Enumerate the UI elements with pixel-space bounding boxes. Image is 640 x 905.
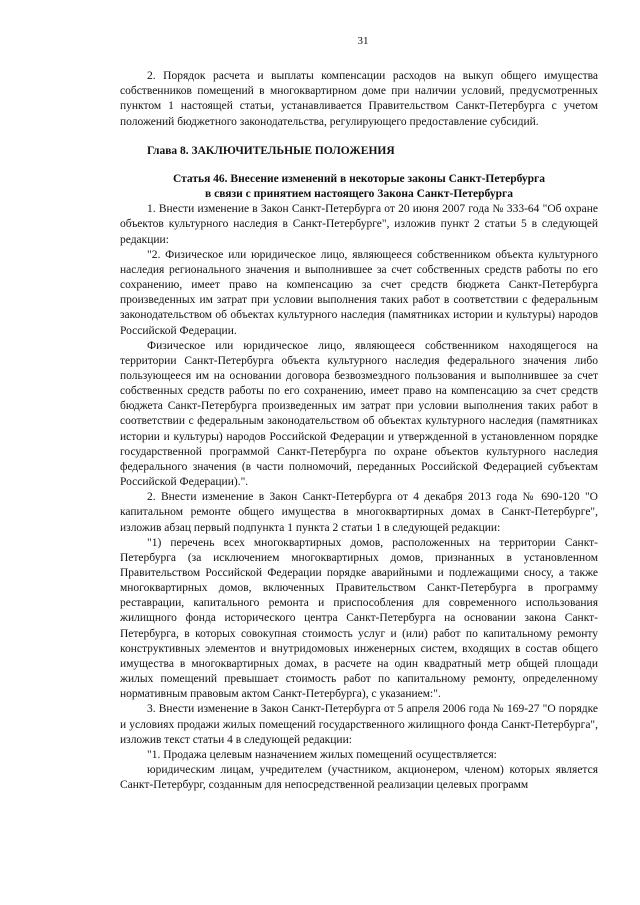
paragraph-quoted-clause-2: "2. Физическое или юридическое лицо, являющееся собственником объекта культурного наследия регионального значения и выполнившее за счет собственных средств работы по его сохранению, имеет право на компенсацию за счет средств бюджета Санкт-Петербурга произведенных им затрат при условии выполнения таких работ в соответствии с федеральным законодательством об объектах культурного наследия (памятниках истории и культуры) народов Российской Федерации. — [120, 248, 598, 337]
paragraph-amendment-3: 3. Внести изменение в Закон Санкт-Петербурга от 5 апреля 2006 года № 169-27 "О порядке и условиях продажи жилых помещений государственного жилищного фонда Санкт-Петербурга", изложив текст статьи 4 в следующей редакции: — [120, 703, 598, 746]
article-title-line-2: в связи с принятием настоящего Закона Санкт-Петербурга — [205, 188, 513, 201]
chapter-title: Глава 8. ЗАКЛЮЧИТЕЛЬНЫЕ ПОЛОЖЕНИЯ — [147, 144, 395, 157]
paragraph-sale-purpose: "1. Продажа целевым назначением жилых помещений осуществляется: — [147, 748, 497, 761]
article-title-line-1: Статья 46. Внесение изменений в некоторые законы Санкт-Петербурга — [172, 172, 546, 185]
document-page — [120, 34, 598, 793]
paragraph-legal-entities: юридическим лицам, учредителем (участником, акционером, членом) которых является Санкт-Петербург, созданным для непосредственной реализации целевых программ — [120, 764, 598, 792]
intro-paragraph: 2. Порядок расчета и выплаты компенсации расходов на выкуп общего имущества собственников помещений в многоквартирном доме при наличии условий, предусмотренных пунктом 1 настоящей статьи, устанавливается Правительством Санкт-Петербурга с учетом положений бюджетного законодательства, регулирующего предоставление субсидий. — [120, 70, 598, 128]
paragraph-federal-heritage: Физическое или юридическое лицо, являющееся собственником находящегося на территории Санкт-Петербурга объекта культурного наследия федерального значения либо пользующееся им на основании договора безвозмездного пользования и выполнившее за счет собственных средств работы по его сохранению, имеет право на компенсацию за счет средств бюджета Санкт-Петербурга произведенных им затрат при условии выполнения таких работ в соответствии с федеральным законодательством об объектах культурного наследия (памятниках истории и культуры) народов Российской Федерации и утвержденной в установленном порядке государственной программой Санкт-Петербурга по охране объектов культурного наследия федерального значения (в части полномочий, переданных Российской Федерацией субъектам Российской Федерации).". — [120, 339, 598, 489]
paragraph-amendment-1: 1. Внести изменение в Закон Санкт-Петербурга от 20 июня 2007 года № 333-64 "Об охране объектов культурного наследия в Санкт-Петербурге", изложив пункт 2 статьи 5 в следующей редакции: — [120, 203, 598, 246]
page-number: 31 — [357, 35, 369, 47]
paragraph-amendment-2: 2. Внести изменение в Закон Санкт-Петербурга от 4 декабря 2013 года № 690-120 "О капитальном ремонте общего имущества в многоквартирных домах в Санкт-Петербурге", изложив абзац первый подпункта 1 пункта 2 статьи 1 в следующей редакции: — [120, 491, 598, 534]
paragraph-building-list: "1) перечень всех многоквартирных домов, расположенных на территории Санкт-Петербурга (за исключением многоквартирных домов, признанных в установленном Правительством Российской Федерации порядке аварийными и подлежащими сносу, а также многоквартирных домов, включенных Правительством Санкт-Петербурга в программу реставрации, капитального ремонта и приспособления для современного использования жилищного фонда исторического центра Санкт-Петербурга на основании закона Санкт-Петербурга, в которых совокупная стоимость услуг и (или) работ по капитальному ремонту конструктивных элементов и внутридомовых инженерных систем, входящих в состав общего имущества в многоквартирных домах, в расчете на один квадратный метр общей площади жилых помещений превышает стоимость работ по капитальному ремонту, определенному нормативным правовым актом Санкт-Петербурга), с указанием:". — [120, 536, 598, 701]
